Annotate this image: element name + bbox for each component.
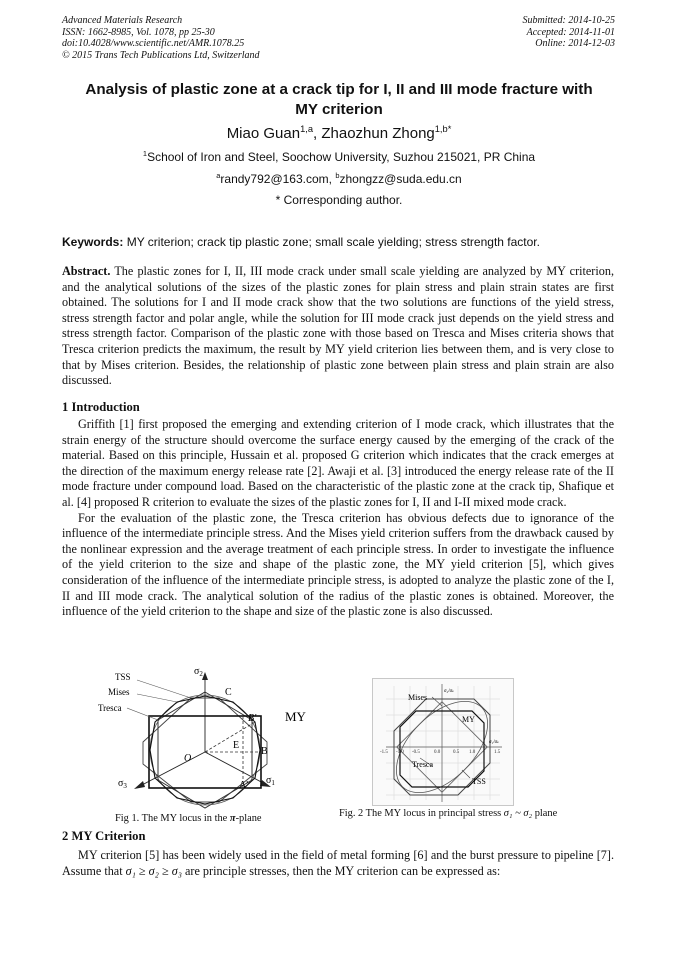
svg-text:-0.5: -0.5	[412, 750, 420, 755]
accepted-date: Accepted: 2014-11-01	[526, 26, 615, 38]
fig2-mises-label: Mises	[408, 693, 428, 702]
journal-header	[62, 15, 260, 61]
dates-header	[523, 15, 616, 50]
fig2-my-label: MY	[462, 715, 475, 724]
paper-title	[50, 80, 628, 120]
intro-paragraph-1: Griffith [1] first proposed the emerging and extending criterion of I mode crack, which illustrates that the strain energy of the structure should overcome the surface energy caused by the emerging of the crack of the material. Based on this principle, Hussain et al. proposed G criterion which indicates that the crack emerges at the direction of the maximum energy release rate [2]. Awaji et al. [3] introduced the energy release rate of the II mode fracture under compound load. Based on the characteristic of the plastic zone at the crack tip, Shafique et al. [4] proposed R criterion to evaluate the sizes of the plastic zones for I, II and I-II mixed mode crack.	[62, 417, 614, 509]
fig2-y-axis-label: σ₂/σₛ	[444, 689, 454, 694]
svg-text:1.0: 1.0	[469, 750, 476, 755]
point-e-label: E	[233, 740, 240, 751]
point-b-label: B	[261, 746, 268, 757]
sigma3-label: $\sigma_3$	[118, 778, 127, 790]
my-label: MY	[285, 709, 306, 724]
affiliation-text: School of Iron and Steel, Soochow University, Suzhou 215021, PR China	[147, 150, 536, 164]
sigma2-label: $\sigma_2$	[194, 666, 203, 678]
fig2-x-axis-label: σ₁/σₛ	[489, 740, 499, 745]
author-separator: ,	[313, 125, 322, 142]
author-1-affil: 1,a	[300, 124, 313, 134]
sigma1-label: $\sigma_1$	[266, 775, 275, 787]
author-2-affil: 1,b*	[434, 124, 452, 134]
figure-2-my-locus-principal-plane	[372, 678, 514, 806]
emails	[0, 172, 678, 186]
abstract	[62, 264, 614, 389]
section-heading-introduction: 1 Introduction	[62, 400, 140, 414]
section2-text-2: are principle stresses, then the MY criterion can be expressed as:	[181, 863, 501, 878]
journal-issn: ISSN: 1662-8985, Vol. 1078, pp 25-30	[62, 26, 215, 38]
section-heading-my-criterion: 2 MY Criterion	[62, 829, 146, 843]
point-aprime-label: A'	[239, 780, 249, 791]
journal-doi: doi:10.4028/www.scientific.net/AMR.1078.25	[62, 38, 245, 49]
affiliation	[0, 150, 678, 164]
abstract-text: The plastic zones for I, II, III mode crack under small scale yielding are analyzed by MY criterion, and the analytical solutions of the sizes of the plastic zones for plain stress and plain strain states are first obtained. The solutions for I and II mode crack show that the two solutions are functions of the yield stress, stress strength factor and polar angle, while the solution for III mode crack just depends on the yield stress and stress strength factor. Comparison of the plastic zone with those based on Tresca and Mises criteria shows that Tresca criterion predicts the maximum, the result by MY yield criterion lies between them, and is very close to that by Mises criterion. Besides, the relationship of plastic zone between plain stress and plain strain are also discussed.	[62, 264, 614, 388]
dashed-oc	[205, 722, 255, 752]
tresca-leader	[127, 708, 158, 720]
email-a[interactable]: randy792@163.com,	[220, 172, 336, 186]
keywords-label: Keywords:	[62, 235, 124, 249]
fig1-caption-pi: π	[229, 813, 236, 824]
figure-2-caption	[339, 808, 557, 819]
figure-1-my-locus-pi-plane	[95, 664, 330, 814]
section2-text-1: MY criterion [5] has been widely used in the field of metal forming [6] and the burst pressure to pipeline [7]. Assume that	[62, 848, 614, 878]
svg-text:1.5: 1.5	[494, 750, 501, 755]
sigma1-axis	[205, 752, 265, 784]
keywords	[62, 235, 540, 249]
fig2-tss-label: TSS	[472, 777, 486, 786]
tss-leader	[137, 680, 191, 698]
affiliation-marker: 1	[142, 149, 148, 158]
authors	[0, 125, 678, 142]
section2-math: σ₁ ≥ σ₂ ≥ σ₃	[125, 863, 182, 878]
email-b-marker: b	[335, 171, 340, 180]
tss-label: TSS	[115, 672, 131, 682]
journal-copyright: © 2015 Trans Tech Publications Ltd, Switzerland	[62, 49, 260, 61]
svg-text:-1.0: -1.0	[396, 750, 404, 755]
fig2-caption-text: Fig. 2 The MY locus in principal stress	[339, 808, 504, 819]
svg-text:0.0: 0.0	[434, 750, 441, 755]
fig1-caption-tail: -plane	[235, 813, 262, 824]
title-line-2: MY criterion	[295, 101, 383, 118]
email-a-marker: a	[216, 171, 221, 180]
journal-name: Advanced Materials Research	[62, 15, 183, 26]
sigma3-arrow	[134, 781, 145, 789]
origin-label: O	[184, 753, 192, 764]
section-2-body	[62, 848, 614, 879]
title-line-1: Analysis of plastic zone at a crack tip for I, II and III mode fracture with	[85, 81, 593, 98]
fig2-caption-tail: plane	[532, 808, 558, 819]
svg-text:-1.5: -1.5	[380, 750, 388, 755]
mises-leader	[137, 694, 177, 702]
mises-label: Mises	[108, 687, 130, 697]
abstract-label: Abstract.	[62, 264, 111, 278]
fig2-tresca-label: Tresca	[412, 760, 434, 769]
corresponding-note: * Corresponding author.	[275, 193, 403, 207]
figure-1-caption	[115, 813, 262, 824]
online-date: Online: 2014-12-03	[535, 38, 615, 49]
author-2: Zhaozhun Zhong	[321, 125, 435, 142]
point-c-label: C	[225, 687, 232, 698]
introduction-body	[62, 417, 614, 620]
fig2-caption-math: σ₁ ~ σ₂	[503, 808, 533, 819]
intro-paragraph-2: For the evaluation of the plastic zone, the Tresca criterion has obvious defects due to ignorance of the influence of the intermediate principle stress. And the Mises yield criterion suffers from the drawback caused by the nonlinear expression and the average treatment of each principle stress. In order to investigate the influence of the yield criterion to the size and shape of the plastic zone, the MY yield criterion [5], which gives consideration of the influence of the intermediate principle stress, is adopted to analyze the plastic zone of the I, II and III mode crack. The analytical solution of the radius of the plastic zones is obtained. Moreover, the influence of the yield criterion to the shape and size of the plastic zone is also discussed.	[62, 510, 614, 619]
email-b[interactable]: zhongzz@suda.edu.cn	[339, 172, 462, 186]
sigma2-arrow	[202, 672, 208, 680]
author-1: Miao Guan	[226, 125, 301, 142]
point-bprime-label: B'	[248, 713, 257, 724]
svg-text:0.5: 0.5	[453, 750, 460, 755]
keywords-text: MY criterion; crack tip plastic zone; small scale yielding; stress strength factor.	[123, 235, 540, 249]
submitted-date: Submitted: 2014-10-25	[522, 15, 615, 26]
fig1-caption-text: Fig 1. The MY locus in the	[115, 813, 230, 824]
tresca-label: Tresca	[98, 703, 122, 713]
